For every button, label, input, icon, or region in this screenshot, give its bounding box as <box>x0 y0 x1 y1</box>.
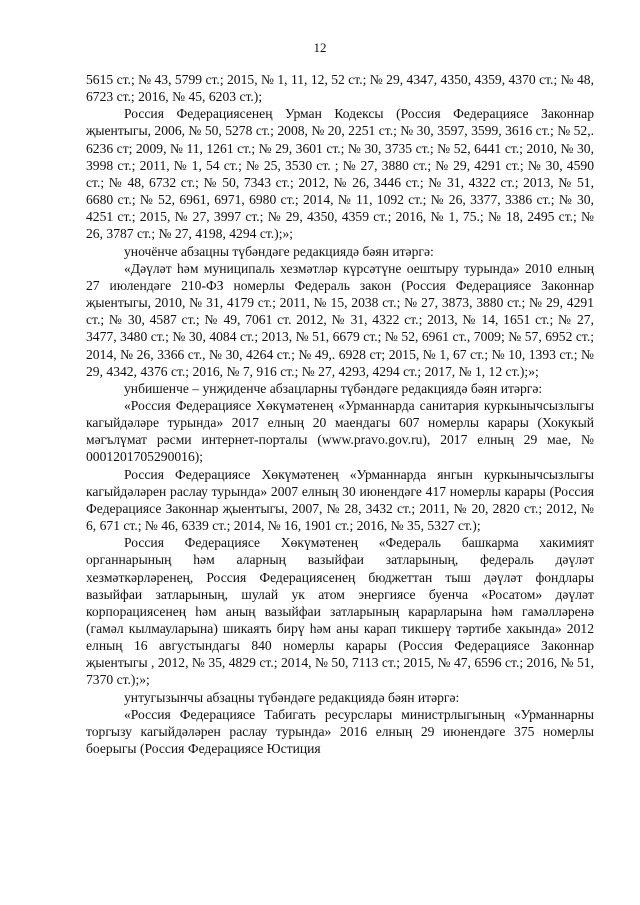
page-number: 12 <box>313 40 327 55</box>
paragraph-forest-code: Россия Федерациясенең Урман Кодексы (Россия Федерациясе Законнар җыентыгы, 2006, № 50, 5278 ст.; 2008, № 20, 2251 ст.; № 30, 3597, 3599, 3616 ст.; № 52,. 6236 ст; 2009, № 11, 1261 ст.; № 29, 3601 ст.; № 30, 3735 ст.; № 52, 6441 ст.; 2010, № 30, 3998 ст.; 2011, № 1, 54 ст.; № 25, 3530 ст. ; № 27, 3880 ст.; № 29, 4291 ст.; № 30, 4590 ст.; № 48, 6732 ст.; № 50, 7343 ст.; 2012, № 26, 3446 ст.; № 31, 4322 ст.; 2013, № 51, 6680 ст.; № 52, 6961, 6971, 6980 ст.; 2014, № 11, 1092 ст.; № 26, 3377, 3386 ст.; № 30, 4251 ст.; 2015, № 27, 3997 ст.; № 29, 4350, 4359 ст.; 2016, № 1, 75.; № 18, 2495 ст.; № 26, 3787 ст.; № 27, 4198, 4294 ст.);»; <box>86 106 594 242</box>
paragraph-instruction-fifteenth: унбишенче – унҗиденче абзацларны түбәндәге редакциядә бәян итәргә: <box>124 380 543 396</box>
paragraph-resolution-417: Россия Федерациясе Хөкүмәтенең «Урманнарда янгын куркынычсызлыгы кагыйдәләрен раслау турында» 2007 елның 30 июнендәге 417 номерлы карары (Россия Федерациясе Законнар җыентыгы, 2007, № 28, 3432 ст.; 2011, № 20, 2820 ст.; 2012, № 6, 671 ст.; № 46, 6339 ст.; 2014, № 16, 1901 ст.; 2016, № 35, 5327 ст.); <box>86 466 594 534</box>
paragraph-instruction-nineteenth: унтугызынчы абзацны түбәндәге редакциядә бәян итәргә: <box>124 689 460 705</box>
paragraph-federal-law-210: «Дәүләт һәм муниципаль хезмәтләр күрсәтүне оештыру турында» 2010 елның 27 июлендәге 210-ФЗ номерлы Федераль закон (Россия Федерациясе Законнар җыентыгы, 2010, № 31, 4179 ст.; 2011, № 15, 2038 ст.; № 27, 3873, 3880 ст.; № 29, 4291 ст.; № 30, 4587 ст.; № 49, 7061 ст. 2012, № 31, 4322 ст.; 2013, № 14, 1651 ст.; № 27, 3477, 3480 ст.; № 30, 4084 ст.; 2013, № 51, 6679 ст.; № 52, 6961 ст., 7009; № 57, 6952 ст.; 2014, № 26, 3366 ст., № 30, 4264 ст.; № 49,. 6928 ст; 2015, № 1, 67 ст.; № 10, 1393 ст.; № 29, 4342, 4376 ст.; 2016, № 7, 916 ст.; № 27, 4293, 4294 ст.; 2017, № 1, 12 ст.);»; <box>86 260 594 379</box>
paragraph-resolution-607: «Россия Федерациясе Хөкүмәтенең «Урманнарда санитария куркынычсызлыгы кагыйдәләре турында» 2017 елның 20 маендагы 607 номерлы карары (Хокукый мәгълүмат рәсми интернет-порталы (www.pravo.gov.ru), 2017 елның 29 мае, № 0001201705290016); <box>86 397 594 465</box>
document-body <box>86 71 594 757</box>
paragraph-instruction-third: уночёнче абзацны түбәндәге редакциядә бәян итәргә: <box>124 243 434 259</box>
paragraph-order-375: «Россия Федерациясе Табигать ресурслары министрлыгының «Урманнарны торгызу кагыйдәләрен раслау турында» 2016 елның 29 июнендәге 375 номерлы боерыгы (Россия Федерациясе Юстиция <box>86 706 594 757</box>
paragraph-citation-continuation: 5615 ст.; № 43, 5799 ст.; 2015, № 1, 11, 12, 52 ст.; № 29, 4347, 4350, 4359, 4370 ст.; № 48, 6723 ст.; 2016, № 45, 6203 ст.); <box>86 72 594 105</box>
paragraph-resolution-840: Россия Федерациясе Хөкүмәтенең «Федераль башкарма хакимият органнарының һәм аларның вазыйфаи затларының, федераль дәүләт хезмәткәрләренең, Россия Федерациясенең бюджеттан тыш дәүләт фондлары вазыйфаи затларының, шулай ук атом энергиясе буенча «Росатом» дәүләт корпорациясенең һәм аның вазыйфаи затларының карарларына һәм гамәлләренә (гамәл кылмауларына) шикаять бирү һәм аны карап тикшерү тәртибе хакында» 2012 елның 16 августындагы 840 номерлы карары (Россия Федерациясе Законнар җыентыгы , 2012, № 35, 4829 ст.; 2014, № 50, 7113 ст.; 2015, № 47, 6596 ст.; 2016, № 51, 7370 ст.);»; <box>86 535 594 688</box>
